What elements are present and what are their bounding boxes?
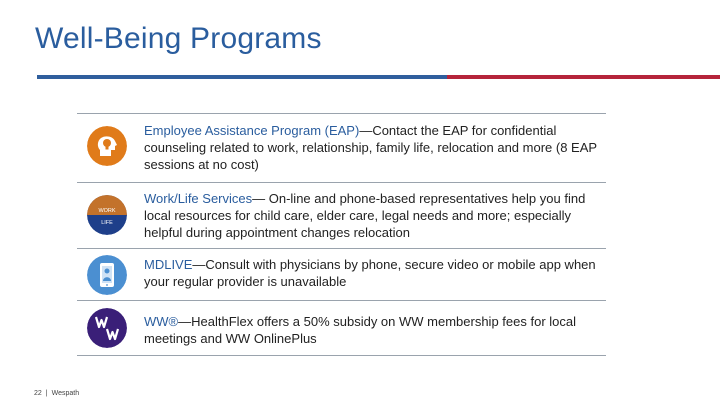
- program-name: MDLIVE: [144, 257, 193, 272]
- ww-logo-icon: [87, 308, 127, 348]
- program-list: [77, 113, 606, 356]
- title-divider: [37, 75, 720, 79]
- program-name: WW®: [144, 314, 179, 329]
- program-detail: —HealthFlex offers a 50% subsidy on WW membership fees for local meetings and WW OnlinePlus: [144, 314, 576, 346]
- slide-footer: [34, 390, 79, 397]
- work-life-icon: [87, 195, 127, 235]
- program-detail: —Consult with physicians by phone, secure video or mobile app when your regular provider is unavailable: [144, 257, 596, 289]
- head-lightbulb-icon: [87, 126, 127, 166]
- icon-label-bottom: LIFE: [101, 220, 113, 226]
- program-item-mdlive: [77, 249, 606, 301]
- mobile-doctor-icon: [87, 255, 127, 295]
- program-item-ww: [77, 301, 606, 356]
- footer-separator: |: [45, 390, 48, 397]
- program-description: [144, 190, 598, 241]
- title-divider-red: [447, 75, 720, 79]
- program-item-eap: [77, 113, 606, 183]
- program-detail: —Contact the EAP for confidential counseling related to work, relationship, family life, relocation and more (8 EAP sessions at no cost): [144, 123, 597, 172]
- title-divider-blue: [37, 75, 447, 79]
- program-detail: — On-line and phone-based representatives help you find local resources for child care, elder care, legal needs and more; especially helpful during appointment changes relocation: [144, 191, 586, 240]
- program-name: Employee Assistance Program (EAP): [144, 123, 360, 138]
- program-description: [144, 313, 598, 347]
- program-item-work-life: [77, 183, 606, 249]
- footer-brand: Wespath: [51, 390, 80, 397]
- icon-label-top: WORK: [98, 208, 116, 214]
- page-number: 22: [34, 390, 42, 397]
- program-description: [144, 256, 598, 290]
- program-description: [144, 122, 598, 173]
- program-name: Work/Life Services: [144, 191, 253, 206]
- page-title: Well-Being Programs: [35, 22, 322, 55]
